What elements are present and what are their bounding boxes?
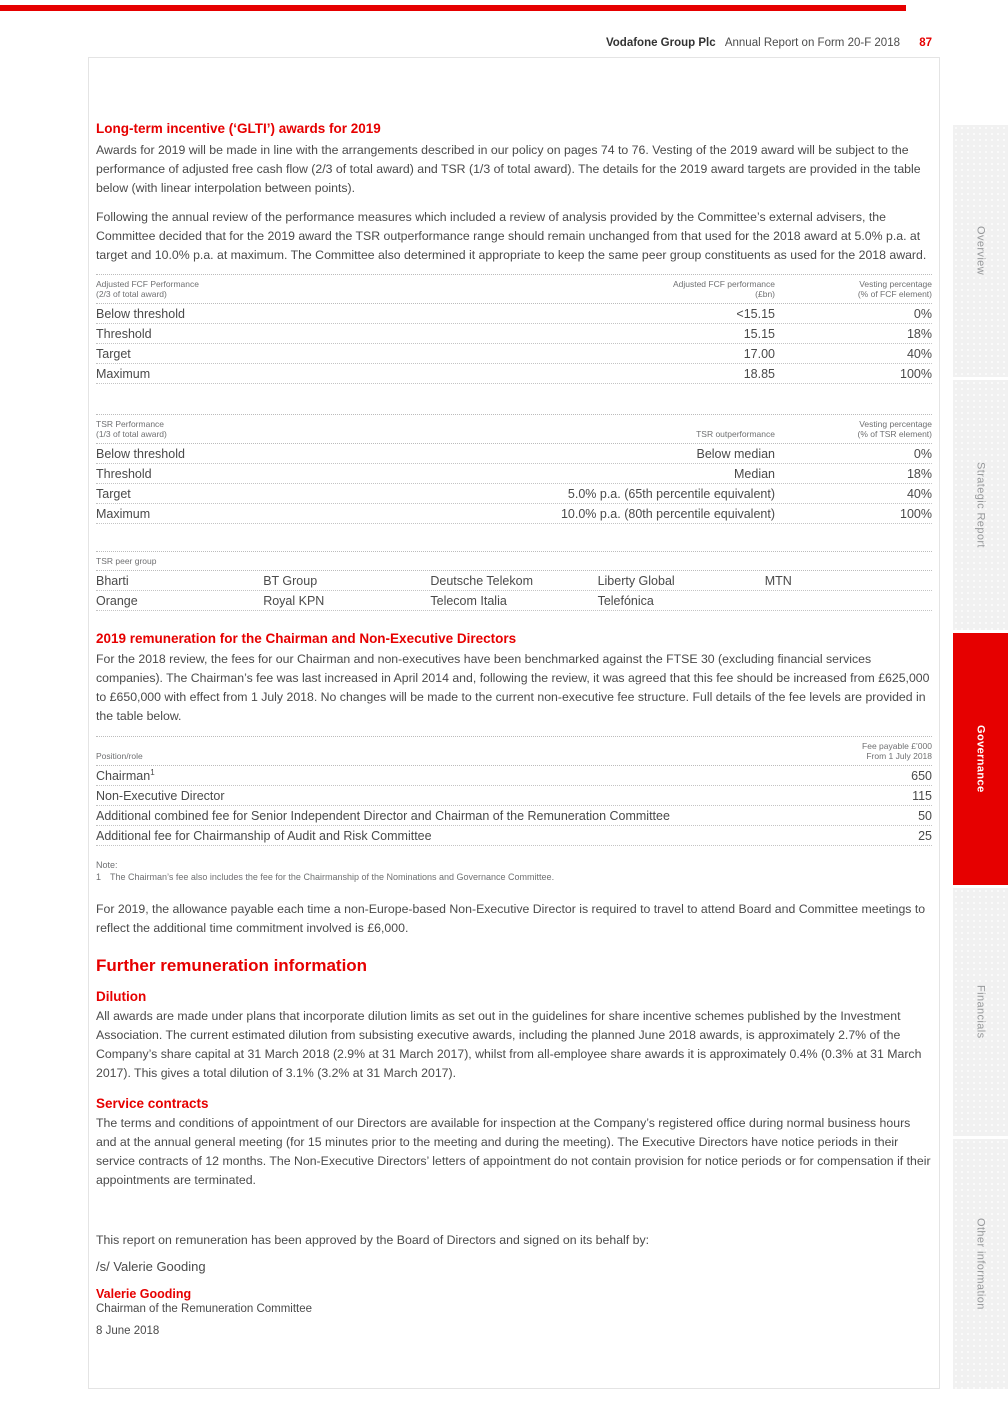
row-label: Threshold xyxy=(96,466,152,481)
signatory-role: Chairman of the Remuneration Committee xyxy=(96,1303,313,1315)
service-contracts-paragraph: The terms and conditions of appointment of our Directors are available for inspection at the Company’s registered office during normal business hours and at the annual general meeting (for 15 minutes prior to the meeting and during the meeting). The Executive Directors have notice periods in their service contracts of 12 months. The Non-Executive Directors’ letters of appointment do not contain provision for notice periods or for compensation if their appointments are terminated. xyxy=(96,1116,931,1187)
row-label xyxy=(96,789,775,803)
row-value: 18.85 xyxy=(743,366,775,381)
peer-cell: Telefónica xyxy=(597,593,654,608)
row-vesting: 0% xyxy=(913,306,932,321)
tsr-header-col3-line1: Vesting percentage xyxy=(859,419,932,429)
table-row xyxy=(96,304,932,324)
peer-cell: Royal KPN xyxy=(263,593,325,608)
footnote-marker: 1 xyxy=(150,767,155,777)
row-label xyxy=(96,809,775,823)
table-row xyxy=(96,806,932,826)
row-value: 25 xyxy=(918,828,932,843)
fee-table xyxy=(96,736,932,846)
row-value: Median xyxy=(734,466,775,481)
signature-line: /s/ Valerie Gooding xyxy=(96,1259,206,1274)
fee-header-col2-line1: Fee payable £’000 xyxy=(862,741,932,751)
tsr-header-col1-line1: TSR Performance xyxy=(96,419,165,429)
signatory-name: Valerie Gooding xyxy=(96,1287,192,1301)
sidebar-tab-financials[interactable] xyxy=(953,888,1008,1136)
sidebar-tab-strategic-report[interactable] xyxy=(953,380,1008,630)
table-row xyxy=(96,364,932,384)
row-value: 650 xyxy=(911,768,932,783)
glti-paragraph-2: Following the annual review of the performance measures which included a review of analysis provided by the Committee’s external advisers, the Committee decided that for the 2019 award the TSR outperformance range should remain unchanged from that used for the 2018 award at 5.0% p.a. at target and 10.0% p.a. at maximum. The Committee also determined it appropriate to keep the same peer group constituents as used for the 2018 award. xyxy=(96,210,927,262)
fcf-header-col3-line1: Vesting percentage xyxy=(859,279,932,289)
tsr-header-col1-line2: (1/3 of total award) xyxy=(96,429,167,439)
tsr-peer-group-table xyxy=(96,551,932,611)
peer-cell: Deutsche Telekom xyxy=(430,573,533,588)
page-content xyxy=(96,57,932,1337)
note-text: The Chairman’s fee also includes the fee for the Chairmanship of the Nominations and Governance Committee. xyxy=(110,872,555,882)
row-label xyxy=(96,769,775,783)
tsr-header-col2: TSR outperformance xyxy=(696,429,775,439)
table-row xyxy=(96,464,932,484)
table-note xyxy=(96,859,932,883)
remuneration-section-title: 2019 remuneration for the Chairman and Non-Executive Directors xyxy=(96,631,517,646)
table-row xyxy=(96,826,932,846)
row-value: 115 xyxy=(912,788,932,803)
glti-paragraph-1: Awards for 2019 will be made in line with the arrangements described in our policy on pages 74 to 76. Vesting of the 2019 award will be subject to the performance of adjusted free cash flow (2/3 of total award) and TSR (1/3 of total award). The details for the 2019 award targets are provided in the table below (with linear interpolation between points). xyxy=(96,143,921,195)
fcf-header-col2-line1: Adjusted FCF performance xyxy=(672,279,775,289)
fee-header-col1: Position/role xyxy=(96,751,143,761)
peer-cell: MTN xyxy=(764,573,792,588)
dilution-title: Dilution xyxy=(96,989,147,1004)
fcf-header-col1-line2: (2/3 of total award) xyxy=(96,289,167,299)
row-vesting: 100% xyxy=(900,506,932,521)
row-label: Threshold xyxy=(96,326,152,341)
table-row xyxy=(96,766,932,786)
table-row xyxy=(96,786,932,806)
row-value: <15.15 xyxy=(736,306,775,321)
note-line xyxy=(96,871,932,883)
row-vesting: 40% xyxy=(906,346,932,361)
row-label: Target xyxy=(96,486,131,501)
fcf-performance-table xyxy=(96,274,932,384)
peer-cell: Telecom Italia xyxy=(430,593,507,608)
note-label: Note: xyxy=(96,860,118,870)
dilution-paragraph: All awards are made under plans that incorporate dilution limits as set out in the guidelines for share incentive schemes published by the Investment Association. The current estimated dilution from subsisting executive awards, including the planned June 2018 awards, is approximately 2.7% of the Company’s share capital at 31 March 2018 (2.9% at 31 March 2017), whilst from all-employee share awards it is approximately 0.4% (0.3% at 31 March 2017). This gives a total dilution of 3.1% (3.2% at 31 March 2017). xyxy=(96,1009,922,1080)
table-row xyxy=(96,344,932,364)
fee-table-header xyxy=(96,736,932,766)
peer-cell: Orange xyxy=(96,593,138,608)
sidebar-tab-label: Strategic Report xyxy=(974,462,987,548)
page-number: 87 xyxy=(919,37,932,49)
table-row xyxy=(96,484,932,504)
row-label: Maximum xyxy=(96,506,151,521)
row-value: 17.00 xyxy=(743,346,775,361)
tsr-performance-table xyxy=(96,414,932,524)
row-value: Below median xyxy=(696,446,775,461)
table-row xyxy=(96,591,932,611)
row-label: Below threshold xyxy=(96,446,185,461)
row-label: Maximum xyxy=(96,366,151,381)
approval-paragraph: This report on remuneration has been approved by the Board of Directors and signed on its behalf by: xyxy=(96,1233,650,1247)
table-row xyxy=(96,571,932,591)
tsr-table-header xyxy=(96,414,932,444)
row-vesting: 40% xyxy=(906,486,932,501)
row-label: Below threshold xyxy=(96,306,185,321)
page-header xyxy=(0,37,932,49)
table-row xyxy=(96,504,932,524)
sidebar-tab-label: Overview xyxy=(974,226,987,276)
peer-cell: BT Group xyxy=(263,573,318,588)
fee-header-col2 xyxy=(775,741,932,761)
fcf-header-col3-line2: (% of FCF element) xyxy=(857,289,932,299)
tsr-header-col1 xyxy=(96,419,475,439)
row-label: Target xyxy=(96,346,131,361)
tsr-header-col3 xyxy=(775,419,932,439)
fcf-table-header xyxy=(96,274,932,304)
row-vesting: 100% xyxy=(900,366,932,381)
table-row xyxy=(96,444,932,464)
sidebar-tab-label: Other information xyxy=(974,1218,987,1310)
peer-table-header: TSR peer group xyxy=(96,551,932,571)
top-red-rule xyxy=(0,5,906,11)
fcf-header-col1-line1: Adjusted FCF Performance xyxy=(96,279,199,289)
fee-row-label: Additional combined fee for Senior Independent Director and Chairman of the Remuneration Committee xyxy=(96,808,670,823)
fee-header-col2-line2: From 1 July 2018 xyxy=(866,751,932,761)
sidebar-tab-other-information[interactable] xyxy=(953,1139,1008,1389)
fee-row-label: Chairman xyxy=(96,768,151,783)
row-vesting: 18% xyxy=(906,326,932,341)
peer-cell: Liberty Global xyxy=(597,573,675,588)
remuneration-paragraph: For the 2018 review, the fees for our Chairman and non-executives have been benchmarked against the FTSE 30 (excluding financial services companies). The Chairman’s fee was last increased in April 2014 and, following the review, it was agreed that this fee should be increased from £625,000 to £650,000 with effect from 1 July 2018. No changes will be made to the current non-executive fee structure. Full details of the fee levels are provided in the table below. xyxy=(96,652,930,723)
row-vesting: 18% xyxy=(906,466,932,481)
sidebar-tab-label: Financials xyxy=(974,985,987,1039)
fcf-header-col1 xyxy=(96,279,475,299)
row-value: 15.15 xyxy=(743,326,775,341)
fee-row-label: Non-Executive Director xyxy=(96,788,225,803)
further-info-title: Further remuneration information xyxy=(96,956,368,975)
signoff-date: 8 June 2018 xyxy=(96,1325,160,1337)
row-value: 10.0% p.a. (80th percentile equivalent) xyxy=(560,506,775,521)
peer-cell: Bharti xyxy=(96,573,129,588)
fcf-header-col3 xyxy=(775,279,932,299)
service-contracts-title: Service contracts xyxy=(96,1096,209,1111)
tsr-header-col3-line2: (% of TSR element) xyxy=(857,429,932,439)
row-label xyxy=(96,829,775,843)
travel-allowance-paragraph: For 2019, the allowance payable each time a non-Europe-based Non-Executive Director is required to travel to attend Board and Committee meetings to reflect the additional time commitment involved is £6,000. xyxy=(96,902,926,935)
company-name: Vodafone Group Plc xyxy=(605,37,716,49)
fcf-header-col2 xyxy=(475,279,775,299)
row-vesting: 0% xyxy=(913,446,932,461)
report-title: Annual Report on Form 20-F 2018 xyxy=(724,37,900,49)
fcf-header-col2-line2: (£bn) xyxy=(755,289,775,299)
sidebar-tab-governance[interactable] xyxy=(953,633,1008,885)
sidebar-tab-label: Governance xyxy=(974,725,987,793)
row-value: 50 xyxy=(918,808,932,823)
sidebar-tab-overview[interactable] xyxy=(953,125,1008,377)
fee-row-label: Additional fee for Chairmanship of Audit and Risk Committee xyxy=(96,828,432,843)
row-value: 5.0% p.a. (65th percentile equivalent) xyxy=(567,486,775,501)
glti-section-title: Long-term incentive (‘GLTI’) awards for 2019 xyxy=(96,121,381,136)
table-row xyxy=(96,324,932,344)
note-number: 1 xyxy=(96,872,102,882)
